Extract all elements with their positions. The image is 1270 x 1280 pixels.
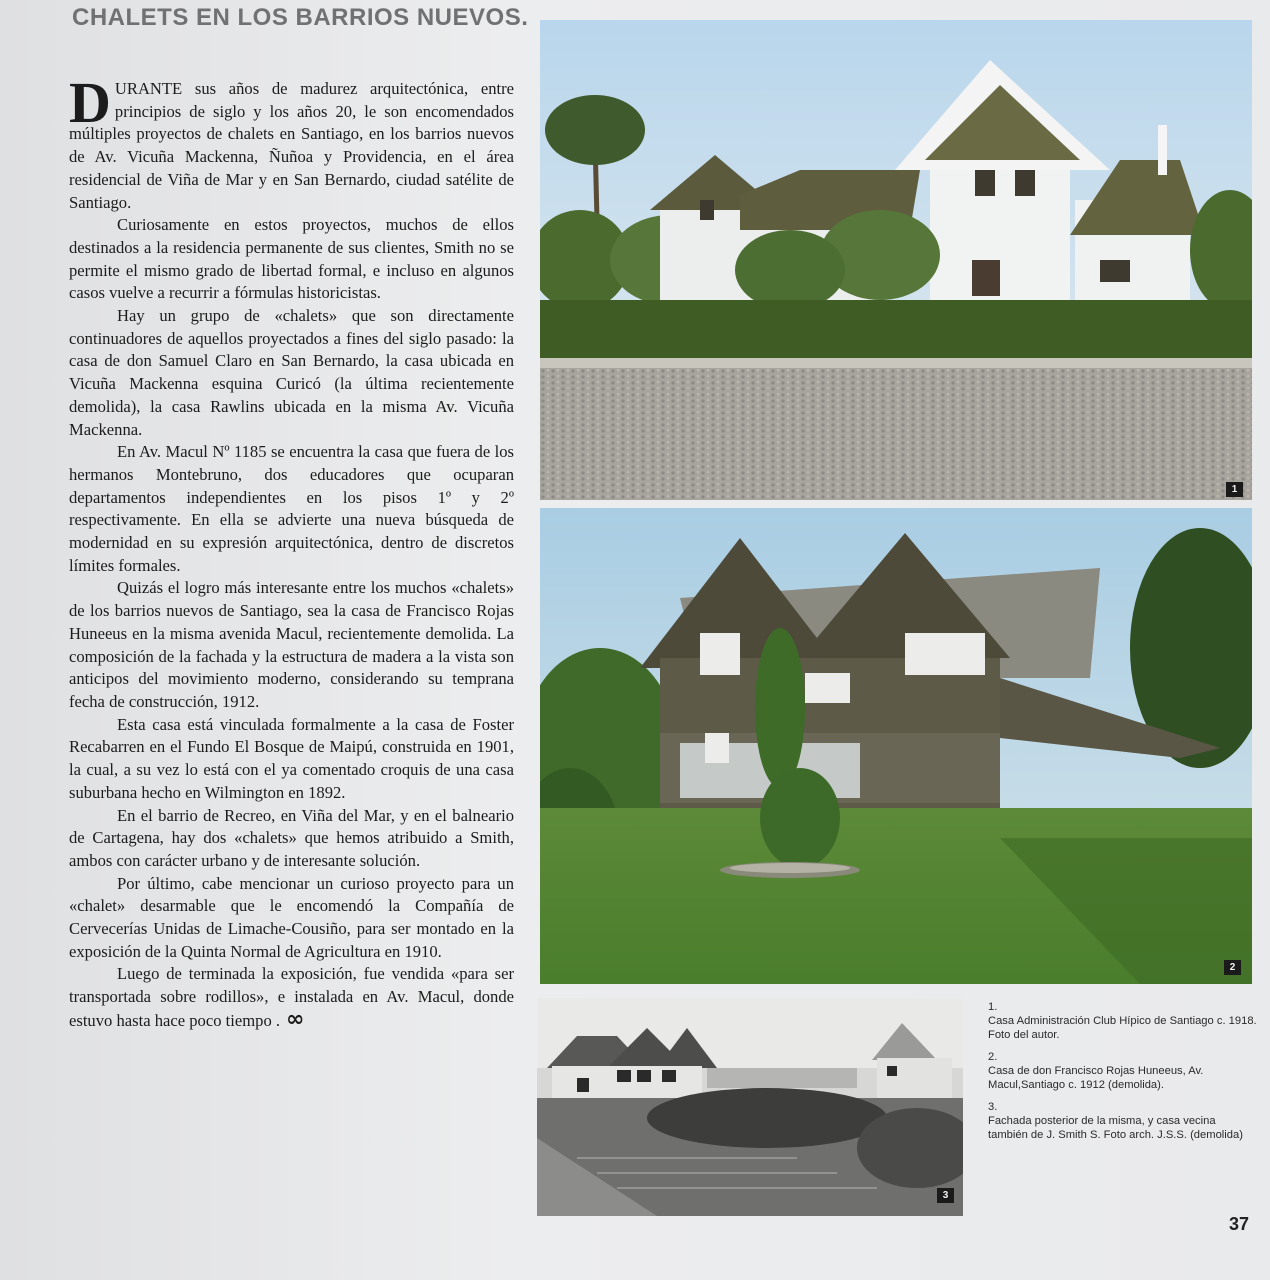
photo-3-number: 3 — [937, 1188, 954, 1203]
photo-3 — [537, 998, 963, 1216]
caption-2-number: 2. — [988, 1051, 998, 1063]
caption-1-number: 1. — [988, 1001, 998, 1013]
paragraph-7: En el barrio de Recreo, en Viña del Mar, y en el balneario de Cartagena, hay dos «chalets» que hemos atribuido a Smith, ambos con carácter urbano y de interesante solución. — [69, 805, 514, 870]
photo-2 — [540, 508, 1252, 984]
paragraph-1 — [69, 70, 514, 214]
caption-2 — [988, 1050, 1258, 1092]
paragraph-5: Quizás el logro más interesante entre los muchos «chalets» de los barrios nuevos de Santiago, sea la casa de Francisco Rojas Huneeus en la misma avenida Macul, recientemente demolida. La composición de la fachada y la estructura de madera a la vista son anticipos del movimiento moderno, considerando su temprana fecha de construcción, 1912. — [69, 578, 514, 711]
caption-2-text: Casa de don Francisco Rojas Huneeus, Av. Macul,Santiago c. 1912 (demolida). — [988, 1065, 1204, 1091]
photo-1-image — [540, 20, 1252, 500]
caption-1-text: Casa Administración Club Hípico de Santiago c. 1918. Foto del autor. — [988, 1015, 1257, 1041]
paragraph-8: Por último, cabe mencionar un curioso proyecto para un «chalet» desarmable que le encomendó la Compañía de Cervecerías Unidas de Limache-Cousiño, para ser montado en la exposición de la Quinta Normal de Agricultura en 1910. — [69, 873, 514, 961]
paragraph-3: Hay un grupo de «chalets» que son directamente continuadores de aquellos proyectados a fines del siglo pasado: la casa de don Samuel Claro en San Bernardo, la casa ubicada en Vicuña Mackenna esquina Curicó (la última recientemente demolida), la casa Rawlins ubicada en la misma Av. Vicuña Mackenna. — [69, 306, 514, 439]
paragraph-2: Curiosamente en estos proyectos, muchos de ellos destinados a la residencia permanente de sus clientes, Smith no se permite el mismo grado de libertad formal, e incluso en algunos casos vuelve a recurrir a fórmulas historicistas. — [69, 215, 514, 303]
caption-3-number: 3. — [988, 1101, 998, 1113]
caption-1 — [988, 1000, 1258, 1042]
caption-3 — [988, 1100, 1258, 1142]
article-body — [69, 70, 514, 1033]
paragraph-9 — [69, 963, 514, 1032]
photo-1-number: 1 — [1226, 482, 1243, 497]
page-number: 37 — [1229, 1214, 1250, 1234]
photo-1 — [540, 20, 1252, 500]
end-mark: ∞ — [286, 1006, 305, 1032]
photo-2-image — [540, 508, 1252, 984]
section-heading: CHALETS EN LOS BARRIOS NUEVOS. — [72, 4, 529, 31]
photo-2-number: 2 — [1224, 960, 1241, 975]
photo-captions — [988, 1000, 1258, 1150]
paragraph-4: En Av. Macul Nº 1185 se encuentra la casa que fuera de los hermanos Montebruno, dos educadores que ocuparan departamentos independientes en los pisos 1º y 2º respectivamente. En ella se advierte una nueva búsqueda de modernidad en su expresión arquitectónica, dentro de discretos límites formales. — [69, 442, 514, 575]
paragraph-9-text: Luego de terminada la exposición, fue vendida «para ser transportada sobre rodillos», e instalada en Av. Macul, donde estuvo hasta hace poco tiempo . — [69, 964, 514, 1030]
caption-3-text: Fachada posterior de la misma, y casa vecina también de J. Smith S. Foto arch. J.S.S. (demolida) — [988, 1115, 1243, 1141]
drop-cap: D — [69, 70, 111, 135]
paragraph-1-text: URANTE sus años de madurez arquitectónica, entre principios de siglo y los años 20, le son encomendados múltiples proyectos de chalets en Santiago, en los barrios nuevos de Av. Vicuña Mackenna, Ñuñoa y Providencia, en el área residencial de Viña de Mar y en San Bernardo, ciudad satélite de Santiago. — [69, 79, 514, 212]
paragraph-6: Esta casa está vinculada formalmente a la casa de Foster Recabarren en el Fundo El Bosque de Maipú, construida en 1901, la cual, a su vez lo está con el ya comentado croquis de una casa suburbana hecho en Wilmington en 1892. — [69, 714, 514, 802]
photo-3-image — [537, 998, 963, 1216]
